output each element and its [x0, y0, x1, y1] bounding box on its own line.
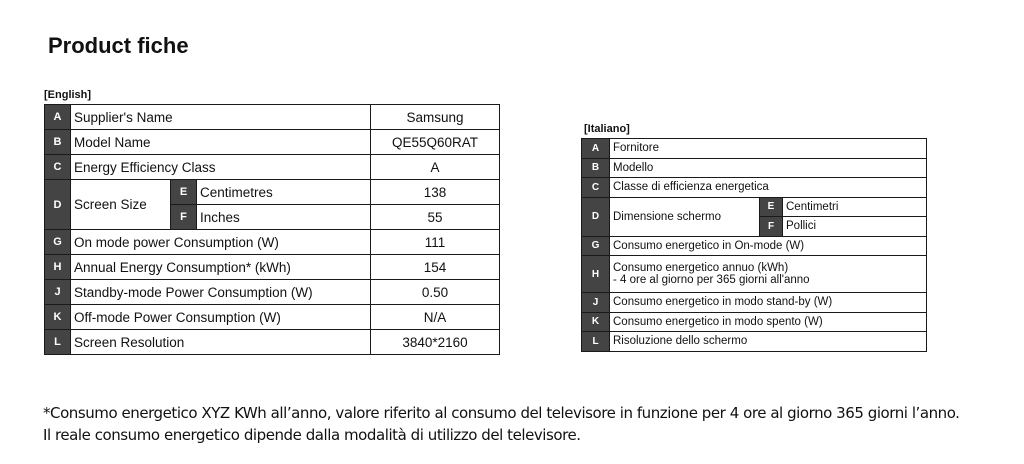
row-value: 3840*2160 [371, 330, 500, 355]
table-row [582, 139, 927, 159]
row-label: On mode power Consumption (W) [71, 230, 371, 255]
row-label: Standby-mode Power Consumption (W) [71, 280, 371, 305]
row-code: B [45, 130, 71, 155]
row-code: H [45, 255, 71, 280]
row-code: G [582, 236, 610, 256]
row-label: Dimensione schermo [610, 197, 760, 236]
table-row [45, 130, 500, 155]
row-label: Inches [197, 205, 371, 230]
table-row [582, 197, 927, 217]
footnote-line-1: *Consumo energetico XYZ KWh all’anno, valore riferito al consumo del televisore in funzione per 4 ore al giorno 365 giorni l’anno. [43, 404, 960, 422]
row-code: H [582, 256, 610, 293]
table-row [45, 105, 500, 130]
row-value: 0.50 [371, 280, 500, 305]
row-label: Energy Efficiency Class [71, 155, 371, 180]
row-label: Off-mode Power Consumption (W) [71, 305, 371, 330]
table-row [45, 255, 500, 280]
row-label: Modello [610, 158, 927, 178]
row-code: E [760, 197, 783, 217]
row-code: D [582, 197, 610, 236]
row-label: Screen Size [71, 180, 171, 230]
row-value: N/A [371, 305, 500, 330]
row-code: B [582, 158, 610, 178]
row-label: Centimetres [197, 180, 371, 205]
row-code: L [45, 330, 71, 355]
row-code: J [45, 280, 71, 305]
row-label: Annual Energy Consumption* (kWh) [71, 255, 371, 280]
row-code: G [45, 230, 71, 255]
row-code: C [582, 178, 610, 198]
row-value: 138 [371, 180, 500, 205]
table-row [582, 236, 927, 256]
row-label-line2: - 4 ore al giorno per 365 giorni all'anno [613, 274, 810, 286]
row-code: L [582, 332, 610, 352]
row-value: Samsung [371, 105, 500, 130]
row-code: F [171, 205, 197, 230]
row-value: 154 [371, 255, 500, 280]
row-code: E [171, 180, 197, 205]
row-label: Consumo energetico in modo stand-by (W) [610, 293, 927, 313]
row-label: Supplier's Name [71, 105, 371, 130]
row-label: Pollici [783, 217, 927, 237]
italiano-heading: [Italiano] [584, 123, 630, 135]
footnote [43, 402, 960, 446]
row-value: 111 [371, 230, 500, 255]
table-row [582, 332, 927, 352]
table-row [582, 178, 927, 198]
row-label: Classe di efficienza energetica [610, 178, 927, 198]
row-code: C [45, 155, 71, 180]
row-label: Risoluzione dello schermo [610, 332, 927, 352]
row-code: A [45, 105, 71, 130]
italiano-fiche-table [581, 138, 927, 352]
row-label: Centimetri [783, 197, 927, 217]
row-code: F [760, 217, 783, 237]
row-label: Fornitore [610, 139, 927, 159]
table-row [45, 155, 500, 180]
row-code: K [45, 305, 71, 330]
row-label: Consumo energetico in modo spento (W) [610, 312, 927, 332]
row-label: Model Name [71, 130, 371, 155]
table-row [45, 230, 500, 255]
table-row [45, 330, 500, 355]
row-code: D [45, 180, 71, 230]
page-title: Product fiche [48, 33, 189, 58]
row-code: A [582, 139, 610, 159]
english-heading: [English] [44, 89, 92, 101]
table-row [582, 158, 927, 178]
table-row [45, 305, 500, 330]
row-label-multiline [610, 256, 927, 293]
row-value: 55 [371, 205, 500, 230]
footnote-line-2: Il reale consumo energetico dipende dalla modalità di utilizzo del televisore. [43, 426, 581, 444]
table-row [582, 293, 927, 313]
row-code: K [582, 312, 610, 332]
row-label: Consumo energetico in On-mode (W) [610, 236, 927, 256]
row-label: Screen Resolution [71, 330, 371, 355]
row-code: J [582, 293, 610, 313]
table-row [45, 280, 500, 305]
row-value: QE55Q60RAT [371, 130, 500, 155]
row-label: Consumo energetico annuo (kWh) [613, 262, 789, 274]
table-row [45, 180, 500, 205]
table-row [582, 256, 927, 293]
english-fiche-table [44, 104, 500, 355]
table-row [582, 312, 927, 332]
row-value: A [371, 155, 500, 180]
